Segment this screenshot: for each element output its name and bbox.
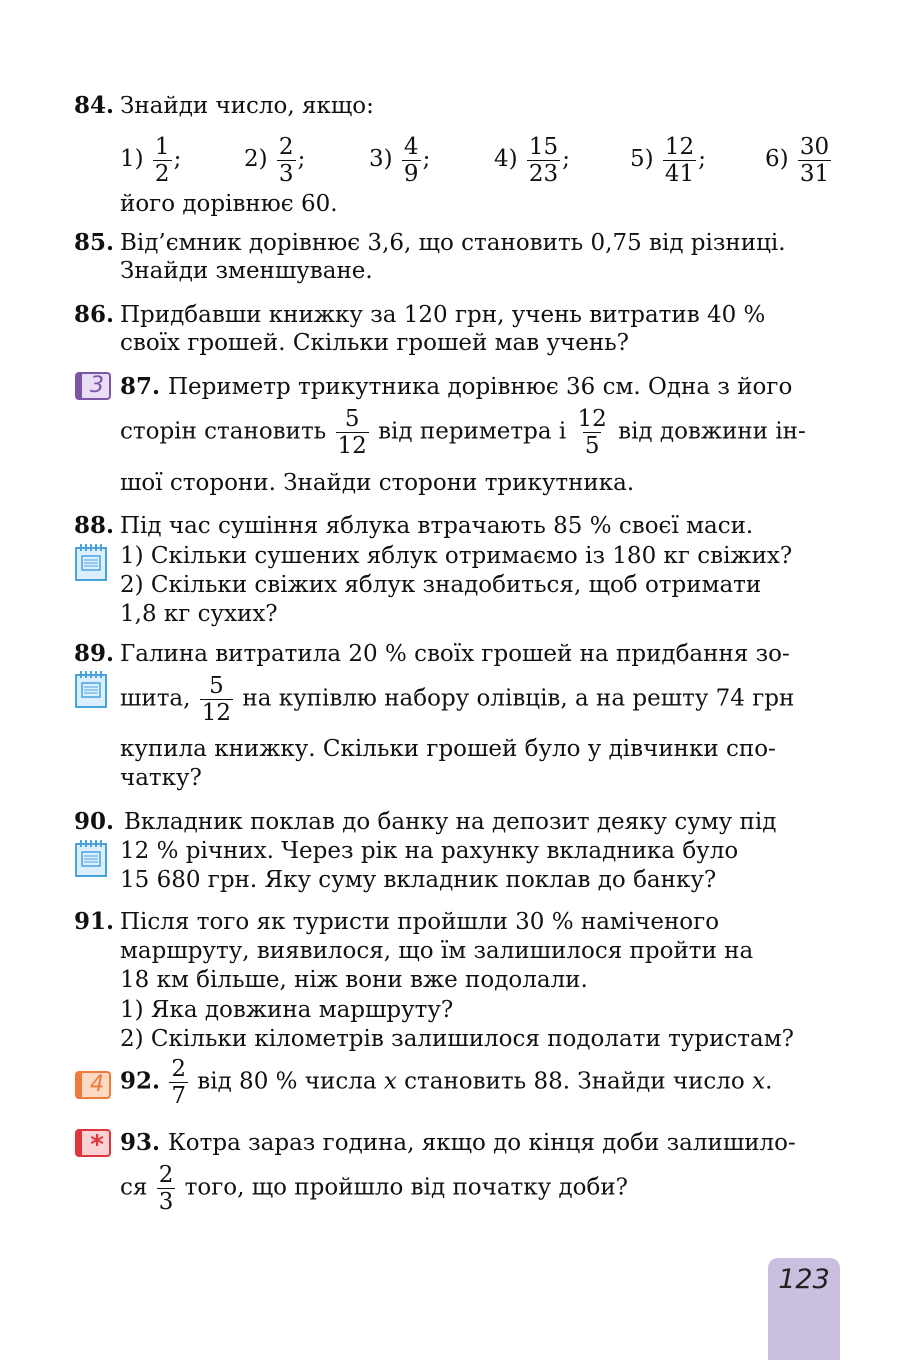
problem-93-line-1: Котра зараз година, якщо до кінця доби залишило- <box>168 1130 796 1156</box>
problem-91-line-5: 2) Скільки кілометрів залишилося подолати туристам? <box>120 1026 794 1052</box>
problem-85-line-2: Знайди зменшуване. <box>120 258 373 284</box>
fraction-12-5: $\frac{12}{5}$ <box>577 406 607 459</box>
item-5: 5) $\frac{12}{41}$ ; <box>630 133 706 187</box>
problem-90-line-2: 12 % річних. Через рік на рахунку вкладника було <box>120 838 739 864</box>
problem-84-items <box>120 128 840 190</box>
problem-88-line-4: 1,8 кг сухих? <box>120 601 278 627</box>
problem-89-line-3: купила книжку. Скільки грошей було у дівчинки спо- <box>120 736 776 762</box>
problem-87-line-1: Периметр трикутника дорівнює 36 см. Одна з його <box>168 374 793 400</box>
fraction-2-7: $\frac{2}{7}$ <box>171 1056 186 1109</box>
page-number: 123 <box>778 1264 830 1295</box>
problem-87-number: 87. <box>120 373 161 400</box>
notebook-icon <box>75 838 107 884</box>
problem-84-tail: його дорівнює 60. <box>120 191 338 217</box>
problem-88-line-3: 2) Скільки свіжих яблук знадобиться, щоб отримати <box>120 572 762 598</box>
item-6: 6) $\frac{30}{31}$ <box>765 133 830 187</box>
problem-91-line-1: Після того як туристи пройшли 30 % наміченого <box>120 909 720 935</box>
problem-90-line-1: Вкладник поклав до банку на депозит деяку суму під <box>124 809 777 835</box>
problem-85-number: 85. <box>74 229 115 256</box>
problem-91-number: 91. <box>74 908 115 935</box>
page-number-tab <box>768 1258 840 1360</box>
level-4-badge-icon: 4 <box>75 1071 111 1099</box>
fraction-5-12: $\frac{5}{12}$ <box>337 406 367 459</box>
star-badge-icon: * <box>75 1129 111 1157</box>
problem-89-line-1: Галина витратила 20 % своїх грошей на придбання зо- <box>120 641 790 667</box>
problem-88-line-1: Під час сушіння яблука втрачають 85 % своєї маси. <box>120 513 754 539</box>
problem-90-line-3: 15 680 грн. Яку суму вкладник поклав до банку? <box>120 867 717 893</box>
item-4: 4) $\frac{15}{23}$ ; <box>494 133 570 187</box>
problem-92-number: 92. <box>120 1067 161 1095</box>
problem-93-line-2: ся $\frac{2}{3}$ того, що пройшло від початку доби? <box>120 1162 629 1215</box>
item-3: 3) $\frac{4}{9}$ ; <box>369 133 431 187</box>
problem-85-line-1: Від’ємник дорівнює 3,6, що становить 0,75 від різниці. <box>120 230 786 256</box>
problem-86-line-1: Придбавши книжку за 120 грн, учень витратив 40 % <box>120 302 766 328</box>
problem-91-line-2: маршруту, виявилося, що їм залишилося пройти на <box>120 938 754 964</box>
problem-84-number: 84. <box>74 92 115 119</box>
problem-93-number: 93. <box>120 1129 161 1156</box>
problem-91-line-3: 18 км більше, ніж вони вже подолали. <box>120 967 588 993</box>
problem-86-line-2: своїх грошей. Скільки грошей мав учень? <box>120 330 630 356</box>
problem-88-number: 88. <box>74 512 115 539</box>
problem-92-line: 92. $\frac{2}{7}$ від 80 % числа x становить 88. Знайди число x. <box>120 1056 773 1109</box>
problem-87-line-3: шої сторони. Знайди сторони трикутника. <box>120 470 635 496</box>
problem-90-number: 90. <box>74 808 115 835</box>
item-2: 2) $\frac{2}{3}$ ; <box>244 133 306 187</box>
problem-86-number: 86. <box>74 301 115 328</box>
problem-88-line-2: 1) Скільки сушених яблук отримаємо із 180 кг свіжих? <box>120 543 793 569</box>
notebook-icon <box>75 669 107 715</box>
fraction-2-3: $\frac{2}{3}$ <box>158 1162 174 1215</box>
problem-89-line-2: шита, $\frac{5}{12}$ на купівлю набору олівців, а на решту 74 грн <box>120 673 795 726</box>
notebook-icon <box>75 542 107 588</box>
problem-89-line-4: чатку? <box>120 765 202 791</box>
problem-89-number: 89. <box>74 640 115 667</box>
problem-84-title: Знайди число, якщо: <box>120 93 374 119</box>
problem-91-line-4: 1) Яка довжина маршруту? <box>120 997 454 1023</box>
level-3-badge-icon: 3 <box>75 372 111 400</box>
item-1: 1) $\frac{1}{2}$ ; <box>120 133 182 187</box>
fraction-5-12: $\frac{5}{12}$ <box>201 673 232 726</box>
problem-87-line-2: сторін становить $\frac{5}{12}$ від периметра і $\frac{12}{5}$ від довжини ін- <box>120 406 806 459</box>
